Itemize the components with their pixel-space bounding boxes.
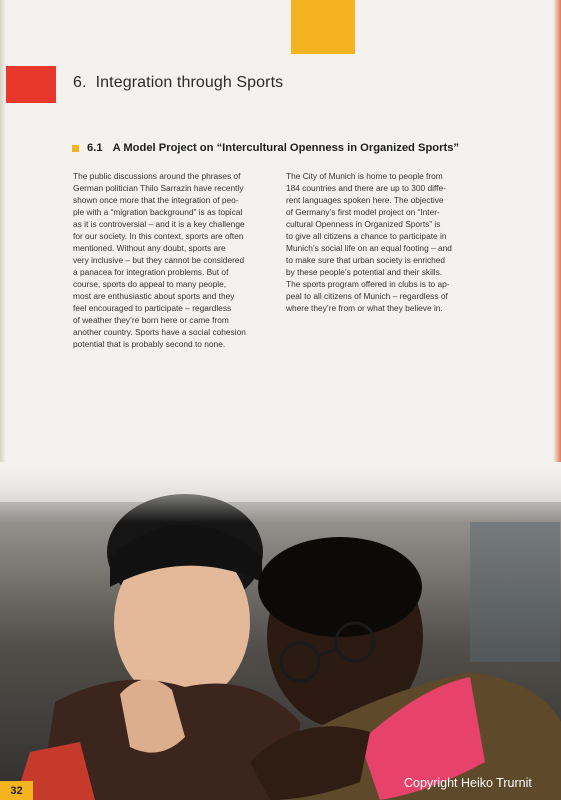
text-line: cultural Openness in Organized Sports” is — [286, 219, 441, 229]
text-line: shown once more that the integration of peo- — [73, 195, 239, 205]
text-line: The City of Munich is home to people from — [286, 171, 443, 181]
text-line: Munich’s social life on an equal footing – and — [286, 243, 452, 253]
chapter-title-text: Integration through Sports — [95, 74, 284, 91]
text-line: of weather they’re born here or came from — [73, 315, 229, 325]
text-line: The public discussions around the phrases of — [73, 171, 241, 181]
text-line: potential that is probably second to none. — [73, 339, 226, 349]
text-line: 184 countries and there are up to 300 diffe- — [286, 183, 446, 193]
text-line: for our society. In this context, sports are often — [73, 231, 244, 241]
text-line: feel encouraged to participate – regardless — [73, 303, 232, 313]
text-line: another country. Sports have a social cohesion — [73, 327, 246, 337]
text-line: a panacea for integration problems. But of — [73, 267, 229, 277]
text-line: The sports program offered in clubs is to ap- — [286, 279, 450, 289]
photo-illustration — [0, 462, 561, 800]
text-line: where they’re from or what they believe in. — [286, 303, 443, 313]
yellow-bullet-icon — [72, 145, 79, 152]
text-line: rent languages spoken here. The objective — [286, 195, 444, 205]
text-line: by these people’s potential and their skills. — [286, 267, 443, 277]
section-title: A Model Project on “Intercultural Openness in Organized Sports” — [112, 142, 460, 154]
chapter-title — [73, 74, 283, 92]
copyright-notice: Copyright Heiko Trurnit — [404, 776, 532, 790]
text-line: German politician Thilo Sarrazin have recently — [73, 183, 244, 193]
text-line: mentioned. Without any doubt, sports are — [73, 243, 226, 253]
text-line: of Germany’s first model project on “Inter- — [286, 207, 440, 217]
page-number-badge: 32 — [0, 781, 33, 800]
text-line: to make sure that urban society is enriched — [286, 255, 446, 265]
yellow-tab-block — [291, 0, 355, 54]
section-heading — [72, 142, 459, 154]
text-line: as it is controversial – and it is a key challenge — [73, 219, 245, 229]
text-line: course, sports do appeal to many people, — [73, 279, 227, 289]
photo-two-boys — [0, 462, 561, 800]
text-line: ple with a “migration background” is as topical — [73, 207, 243, 217]
text-column-right — [286, 170, 486, 314]
text-column-left — [73, 170, 273, 350]
text-line: very inclusive – but they cannot be considered — [73, 255, 245, 265]
text-line: most are enthusiastic about sports and they — [73, 291, 235, 301]
section-number: 6.1 — [87, 142, 103, 154]
text-line: peal to all citizens of Munich – regardless of — [286, 291, 448, 301]
text-line: to give all citizens a chance to participate in — [286, 231, 447, 241]
red-chapter-marker — [6, 66, 56, 103]
chapter-number: 6. — [73, 74, 87, 91]
